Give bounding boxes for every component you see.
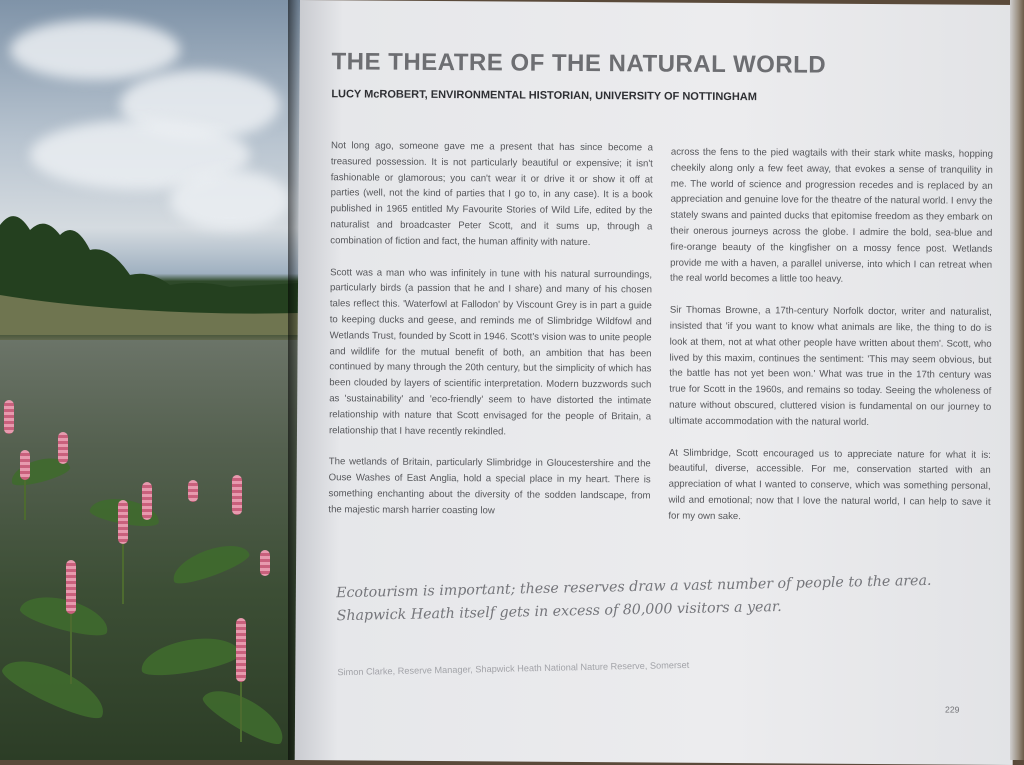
body-column-right [668, 145, 993, 543]
pull-quote-line: Ecotourism is important; these reserves draw a vast number of people to the area. [335, 572, 932, 602]
paragraph: across the fens to the pied wagtails with their stark white masks, hopping cheekily along only a few feet away, that evokes a sense of tranquility in me. The world of science and progression recedes and is replaced by an appreciation and genuine love for the theatre of the natural world. I envy the stately swans and painted ducks that epitomise freedom as they embark on their onerous journeys across the globe. I admire the bold, sea-blue and fire-orange beauty of the kingfisher on a mossy fence post. Wetlands provide me with a haven, a parallel universe, into which I can retreat when the real world becomes a little too heavy. [670, 146, 993, 286]
paragraph: Not long ago, someone gave me a present that has since become a treasured possession. It is not particularly beautiful or expensive; it isn't fashionable or glamorous; you can't wear it or drive it or show it off at parties (well, not the kind of parties that I go to, in any case). It is a book published in 1965 entitled My Favourite Stories of Wild Life, edited by the naturalist and broadcaster Peter Scott, and it sums up, through a combination of fiction and fact, the human affinity with nature. [330, 140, 654, 248]
wetland-photo [0, 0, 300, 760]
page-edge [1010, 0, 1024, 760]
paragraph: The wetlands of Britain, particularly Slimbridge in Gloucestershire and the Ouse Washes of East Anglia, hold a special place in my heart. There is something enchanting about the diversity of the sodden landscape, from the majestic marsh harrier coasting low [328, 456, 651, 517]
pull-quote-line: Shapwick Heath itself gets in excess of 80,000 visitors a year. [336, 598, 782, 625]
text-page [295, 0, 1018, 765]
author-line: LUCY McROBERT, ENVIRONMENTAL HISTORIAN, UNIVERSITY OF NOTTINGHAM [331, 88, 757, 104]
body-column-left [328, 138, 653, 536]
pull-quote [336, 569, 977, 628]
article-title: THE THEATRE OF THE NATURAL WORLD [331, 48, 827, 79]
paragraph: Sir Thomas Browne, a 17th-century Norfolk doctor, writer and naturalist, insisted that 'if you want to know what animals are like, the thing to do is look at them, not at what other people have written about them'. Scott, who lived by this maxim, continues the sentiment: 'This may seem obvious, but the battle has not yet been won.' What was true in the 17th century was true for Scott in the 1960s, and remains so today. Seeing the wholeness of nature without obscured, cluttered vision is fundamental on our journey to ultimate accommodation with the natural world. [669, 304, 992, 428]
quote-attribution: Simon Clarke, Reserve Manager, Shapwick Heath National Nature Reserve, Somerset [337, 659, 690, 678]
paragraph: At Slimbridge, Scott encouraged us to appreciate nature for what it is: beautiful, diverse, accessible. For me, conservation started with an appreciation of what I wanted to conserve, which was something personal, wild and emotional; now that I love the natural world, I can help to save it for my own sake. [668, 447, 991, 522]
page-number: 229 [945, 704, 960, 715]
paragraph: Scott was a man who was infinitely in tune with his natural surroundings, particularly birds (a passion that he and I share) and many of his chosen tales reflect this. 'Waterfowl at Fallodon' by Viscount Grey is in part a guide to keeping ducks and geese, and reminds me of Slimbridge Wildfowl and Wetlands Trust, founded by Scott in 1946. Scott's vision was to unite people and wildlife for the mutual benefit of both, an ambition that has been continued by many through the 20th century, but the simplicity of which has been clouded by layers of scientific interpretation. Modern buzzwords such as 'sustainability' and 'eco-friendly' seem to have distorted the intimate relationship with nature that Scott envisaged for the people of Britain, a relationship that I have recently rekindled. [328, 266, 653, 437]
